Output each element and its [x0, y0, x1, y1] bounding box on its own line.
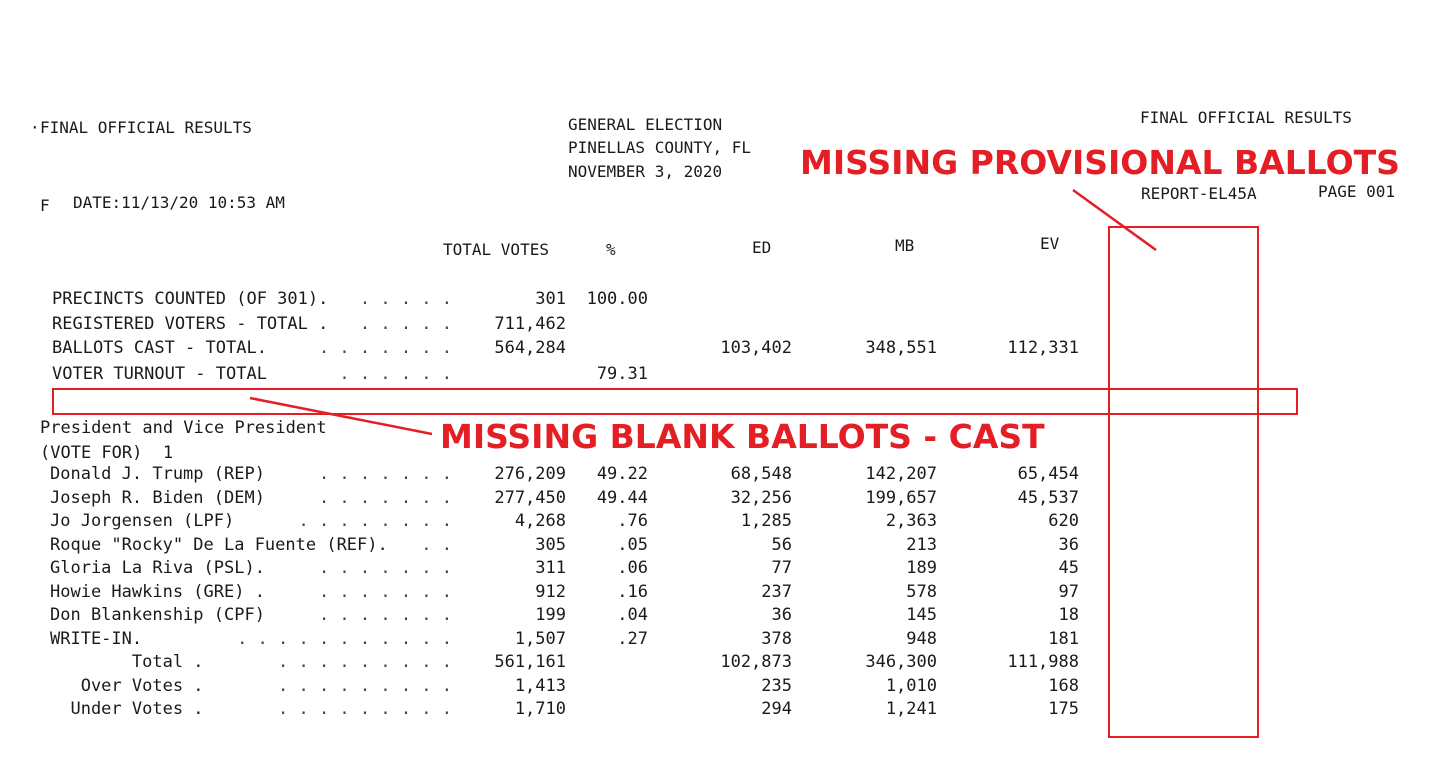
row-leader-dots: . . [421, 534, 452, 555]
cell-mb: 1,241 [885, 699, 937, 719]
row-leader-dots: . . . . . . . [318, 605, 452, 625]
cell-ed: 102,873 [720, 652, 792, 672]
cell-ed: 32,256 [730, 487, 792, 508]
row-label: VOTER TURNOUT - TOTAL [52, 364, 267, 384]
cell-mb: 346,300 [865, 652, 937, 672]
cell-total: 912 [535, 581, 566, 602]
cell-ed: 235 [761, 675, 792, 696]
left-title-prefix: · [30, 118, 40, 137]
cell-mb: 948 [906, 628, 937, 649]
cell-mb: 145 [906, 605, 937, 625]
election-date: NOVEMBER 3, 2020 [568, 162, 723, 181]
cell-ed: 378 [761, 628, 792, 649]
missing-provisional-label: MISSING PROVISIONAL BALLOTS [800, 143, 1400, 182]
row-leader-dots: . . . . . [359, 289, 452, 309]
cell-ed: 56 [771, 534, 792, 555]
cell-total: 277,450 [494, 487, 566, 508]
contest-title: President and Vice President [40, 418, 327, 438]
row-label: Donald J. Trump (REP) [50, 464, 265, 484]
cell-total: 311 [535, 558, 566, 578]
page-number: PAGE 001 [1318, 182, 1396, 201]
cell-total: 305 [535, 534, 566, 555]
cell-mb: 199,657 [865, 487, 937, 508]
right-title: FINAL OFFICIAL RESULTS [1140, 108, 1352, 127]
cell-ev: 175 [1048, 699, 1079, 719]
row-leader-dots: . . . . . . . . . [278, 652, 452, 672]
cell-total: 1,710 [514, 699, 566, 719]
row-leader-dots: . . . . . . . [318, 464, 452, 484]
cell-ev: 36 [1058, 534, 1079, 555]
cell-ev: 111,988 [1007, 652, 1079, 672]
run-date: DATE:11/13/20 10:53 AM [73, 193, 285, 212]
cell-total: 1,507 [514, 628, 566, 649]
election-name: GENERAL ELECTION [568, 115, 723, 134]
row-label: Total . [50, 652, 204, 672]
cell-total: 561,161 [494, 652, 566, 672]
cell-pct: 49.44 [596, 487, 648, 508]
provisional-arrow-line [1073, 190, 1156, 250]
cell-pct: .05 [617, 534, 648, 555]
row-leader-dots: . . . . . . . [318, 558, 452, 578]
cell-total: 199 [535, 605, 566, 625]
cell-mb: 578 [906, 581, 937, 602]
cell-ev: 181 [1048, 628, 1079, 649]
cell-total: 711,462 [494, 314, 566, 334]
row-label: Howie Hawkins (GRE) . [50, 581, 265, 602]
cell-mb: 348,551 [865, 338, 937, 358]
row-label: Roque "Rocky" De La Fuente (REF). [50, 534, 388, 555]
cell-pct: .76 [617, 511, 648, 531]
col-total-votes: TOTAL VOTES [443, 240, 549, 259]
cell-ed: 1,285 [740, 511, 792, 531]
cell-total: 564,284 [494, 338, 566, 358]
county-name: PINELLAS COUNTY, FL [568, 138, 752, 157]
cell-ev: 18 [1058, 605, 1079, 625]
cell-ev: 97 [1058, 581, 1079, 602]
cell-mb: 2,363 [885, 511, 937, 531]
cell-ed: 237 [761, 581, 792, 602]
col-pct: % [606, 240, 616, 259]
row-label: Over Votes . [50, 675, 204, 696]
col-ev: EV [1040, 234, 1060, 253]
row-label: Joseph R. Biden (DEM) [50, 487, 265, 508]
row-leader-dots: . . . . . [359, 314, 452, 334]
row-label: Gloria La Riva (PSL). [50, 558, 265, 578]
cell-pct: .16 [617, 581, 648, 602]
cell-ed: 77 [771, 558, 792, 578]
cell-ev: 168 [1048, 675, 1079, 696]
contest-vote-for: (VOTE FOR) 1 [40, 443, 174, 463]
cell-total: 1,413 [514, 675, 566, 696]
cell-ed: 68,548 [730, 464, 792, 484]
row-label: Under Votes . [50, 699, 204, 719]
row-leader-dots: . . . . . . . [318, 581, 452, 602]
report-id: REPORT-EL45A [1141, 184, 1257, 203]
cell-ev: 45,537 [1017, 487, 1079, 508]
row-label: Don Blankenship (CPF) [50, 605, 265, 625]
cell-ev: 620 [1048, 511, 1079, 531]
cell-total: 276,209 [494, 464, 566, 484]
row-label: BALLOTS CAST - TOTAL. [52, 338, 267, 358]
run-date-prefix: F [40, 196, 50, 215]
cell-ev: 45 [1058, 558, 1079, 578]
col-mb: MB [895, 236, 915, 255]
row-leader-dots: . . . . . . [339, 364, 452, 384]
cell-pct: .06 [617, 558, 648, 578]
row-label: WRITE-IN. [50, 628, 143, 649]
cell-ev: 65,454 [1017, 464, 1079, 484]
row-label: REGISTERED VOTERS - TOTAL . [52, 314, 329, 334]
row-label: Jo Jorgensen (LPF) [50, 511, 235, 531]
cell-mb: 213 [906, 534, 937, 555]
cell-ed: 294 [761, 699, 792, 719]
left-title: FINAL OFFICIAL RESULTS [40, 118, 252, 137]
cell-pct: 79.31 [596, 364, 648, 384]
row-leader-dots: . . . . . . . . . [278, 675, 452, 696]
cell-ed: 103,402 [720, 338, 792, 358]
blank-arrow-line [250, 398, 432, 434]
cell-mb: 1,010 [885, 675, 937, 696]
cell-total: 4,268 [514, 511, 566, 531]
row-leader-dots: . . . . . . . [318, 487, 452, 508]
cell-ed: 36 [771, 605, 792, 625]
cell-mb: 189 [906, 558, 937, 578]
row-leader-dots: . . . . . . . . . [278, 699, 452, 719]
cell-pct: .04 [617, 605, 648, 625]
cell-pct: .27 [617, 628, 648, 649]
cell-pct: 49.22 [596, 464, 648, 484]
cell-mb: 142,207 [865, 464, 937, 484]
row-leader-dots: . . . . . . . . [298, 511, 452, 531]
col-ed: ED [752, 238, 772, 257]
row-leader-dots: . . . . . . . . . . . [237, 628, 452, 649]
cell-pct: 100.00 [586, 289, 648, 309]
row-label: PRECINCTS COUNTED (OF 301). [52, 289, 329, 309]
missing-blank-label: MISSING BLANK BALLOTS - CAST [440, 417, 1045, 456]
cell-ev: 112,331 [1007, 338, 1079, 358]
row-leader-dots: . . . . . . . [318, 338, 452, 358]
cell-total: 301 [535, 289, 566, 309]
